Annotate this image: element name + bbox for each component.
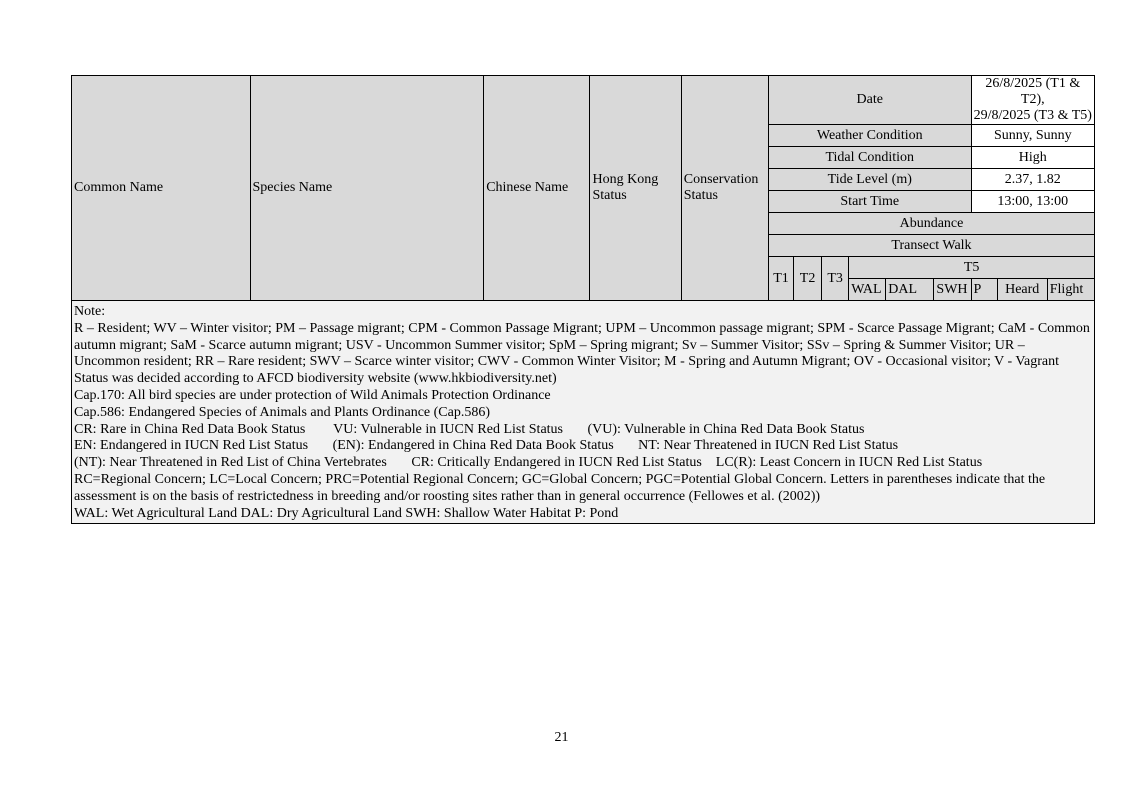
note-cap170: Cap.170: All bird species are under protection of Wild Animals Protection Ordinance xyxy=(74,387,551,403)
date-value-line2: 29/8/2025 (T3 & T5) xyxy=(973,108,1092,123)
tidal-value: High xyxy=(971,147,1094,169)
t3-header: T3 xyxy=(822,257,849,301)
notes-cell xyxy=(72,301,1095,524)
date-value xyxy=(971,76,1094,125)
note-en-nt: EN: Endangered in IUCN Red List Status (EN): Endangered in China Red Data Book Status NT: Near Threatened in IUCN Red List Status xyxy=(74,438,899,454)
common-name-header: Common Name xyxy=(72,76,251,301)
note-afcd-source: Status was decided according to AFCD biodiversity website (www.hkbiodiversity.net) xyxy=(74,371,557,387)
t1-header: T1 xyxy=(768,257,793,301)
t2-header: T2 xyxy=(794,257,822,301)
conservation-status-header: Conservation Status xyxy=(681,76,768,301)
report-table-container xyxy=(71,75,1095,524)
chinese-name-header: Chinese Name xyxy=(484,76,590,301)
note-heading: Note: xyxy=(74,304,106,319)
note-cap586: Cap.586: Endangered Species of Animals and Plants Ordinance (Cap.586) xyxy=(74,404,491,420)
start-time-label: Start Time xyxy=(768,191,971,213)
page-number: 21 xyxy=(554,730,569,745)
start-time-value: 13:00, 13:00 xyxy=(971,191,1094,213)
note-status-codes: R – Resident; WV – Winter visitor; PM – Passage migrant; CPM - Common Passage Migrant; UPM – Uncommon passage migrant; SPM - Scarce Passage Migrant; CaM - Common autumn migrant; SaM - Scarce autumn migrant; USV - Uncommon Summer visitor; SpM – Spring migrant; Sv – Summer Visitor; SSv – Spring & Summer Visitor; UR – Uncommon resident; RR – Rare resident; SWV – Scarce winter visitor; CWV - Common Winter Visitor; M - Spring and Autumn Migrant; OV - Occasional visitor; V - Vagrant xyxy=(74,320,1090,370)
date-value-line1: 26/8/2025 (T1 & T2), xyxy=(985,76,1081,107)
tidal-label: Tidal Condition xyxy=(768,147,971,169)
note-nt-cr-lc: (NT): Near Threatened in Red List of China Vertebrates CR: Critically Endangered in IUCN Red List Status LC(R): Least Concern in IUCN Red List Status xyxy=(74,455,983,471)
hk-status-header: Hong Kong Status xyxy=(590,76,681,301)
bird-survey-table xyxy=(71,75,1095,524)
weather-label: Weather Condition xyxy=(768,125,971,147)
tide-level-value: 2.37, 1.82 xyxy=(971,169,1094,191)
transect-walk-header: Transect Walk xyxy=(768,235,1094,257)
dal-header: DAL xyxy=(886,279,934,301)
t5-header: T5 xyxy=(849,257,1095,279)
wal-header: WAL xyxy=(849,279,886,301)
swh-header: SWH xyxy=(934,279,971,301)
abundance-header: Abundance xyxy=(768,213,1094,235)
heard-header: Heard xyxy=(997,279,1047,301)
weather-value: Sunny, Sunny xyxy=(971,125,1094,147)
species-name-header: Species Name xyxy=(250,76,484,301)
note-concern-codes: RC=Regional Concern; LC=Local Concern; PRC=Potential Regional Concern; GC=Global Concern; PGC=Potential Global Concern. Letters in parentheses indicate that the assessment is on the basis of restrictedness in breeding and/or roosting sites rather than in general occurrence (Fellowes et al. (2002)) xyxy=(74,471,1046,504)
note-habitat-codes: WAL: Wet Agricultural Land DAL: Dry Agricultural Land SWH: Shallow Water Habitat P: Pond xyxy=(74,505,619,521)
tide-level-label: Tide Level (m) xyxy=(768,169,971,191)
p-header: P xyxy=(971,279,997,301)
note-cr-vu: CR: Rare in China Red Data Book Status VU: Vulnerable in IUCN Red List Status (VU): Vulnerable in China Red Data Book Status xyxy=(74,421,865,437)
flight-header: Flight xyxy=(1047,279,1094,301)
date-label: Date xyxy=(768,76,971,125)
